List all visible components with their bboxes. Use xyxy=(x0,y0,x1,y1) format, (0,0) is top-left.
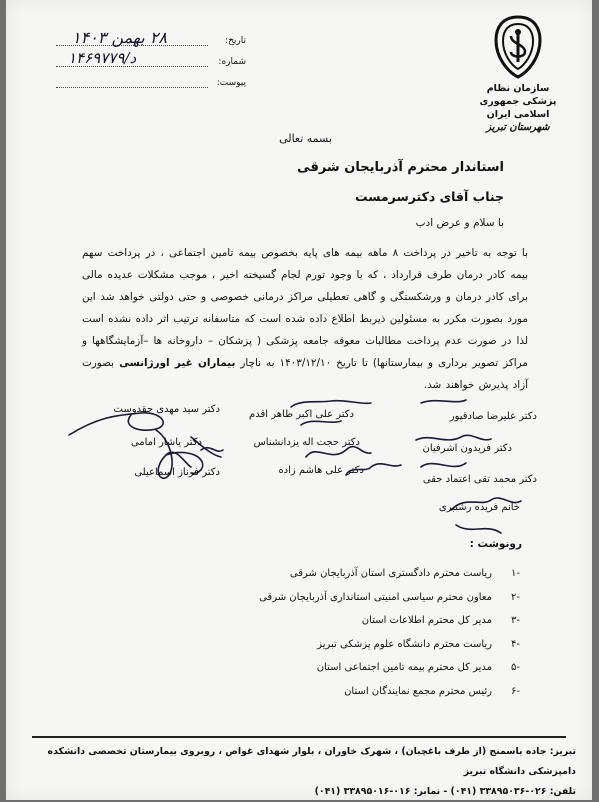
signatory-6: دکتر فریدون اشرفیان xyxy=(422,443,512,454)
date-value: ۲۸ بهمن ۱۴۰۳ xyxy=(72,28,167,47)
org-city: شهرستان تبریز xyxy=(486,122,550,133)
addressee-title: استاندار محترم آذربایجان شرقی xyxy=(297,160,504,175)
body-emphasis: بیماران غیر اورژانسی xyxy=(119,357,236,369)
signatory-4: دکتر یاشار امامی xyxy=(130,437,202,448)
letter-footer xyxy=(32,742,576,802)
cc-item xyxy=(259,633,520,657)
cc-item xyxy=(259,656,520,680)
signatory-5: دکتر حجت اله یزدانشناس xyxy=(253,437,360,448)
cc-title: رونوشت : xyxy=(469,538,522,550)
attachment-row xyxy=(46,72,246,93)
attachment-label: پیوست: xyxy=(216,78,246,88)
medical-council-emblem-icon xyxy=(490,14,546,80)
cc-item-number: -۱ xyxy=(511,568,520,580)
addressee-name: جناب آقای دکترسرمست xyxy=(354,189,504,204)
signatory-7: دکتر فرناز اسماعیلی xyxy=(134,467,220,478)
footer-address: تبریز: جاده باسمنج (از طرف باغچبان) ، شهرک خاوران ، بلوار شهدای غواص ، روبروی بیمارستان تخصصی دانشکده دامپزشکی دانشگاه تبریز xyxy=(47,746,576,777)
footer-divider xyxy=(32,736,566,738)
org-logo-block xyxy=(470,14,566,134)
cc-item xyxy=(259,586,520,610)
cc-item-number: -۴ xyxy=(511,638,520,650)
number-label: شماره: xyxy=(218,57,246,67)
org-name: سازمان نظام پزشکی جمهوری اسلامی ایران xyxy=(479,83,557,120)
signatory-3: دکتر علیرضا صادقپور xyxy=(449,411,537,422)
cc-item-text: ریاست محترم دانشگاه علوم پزشکی تبریز xyxy=(317,638,492,650)
cc-list xyxy=(259,562,520,703)
signatory-8: دکتر علی هاشم زاده xyxy=(278,465,364,476)
footer-phone: تلفن: ۰۲۶-۳۳۸۹۵۰۳۶ (۰۴۱) - نمابر: ۰۱۶-۳۳۸۹۵۰۱۶ (۰۴۱) xyxy=(314,786,576,797)
cc-item xyxy=(259,680,520,704)
cc-item-number: -۵ xyxy=(511,662,520,674)
signatory-9: دکتر محمد تقی اعتماد حقی xyxy=(422,474,537,485)
signatory-2: دکتر علی اکبر طاهر اقدم xyxy=(249,409,354,420)
attachment-dotted-line xyxy=(56,87,208,88)
signatory-10: خانم فریده رشتبری xyxy=(438,502,520,513)
number-value: د/۱۴۶۹۷۷۹ xyxy=(68,49,137,67)
date-label: تاریخ: xyxy=(225,36,246,46)
letter-page xyxy=(6,0,592,800)
cc-item xyxy=(259,609,520,633)
cc-item-number: -۲ xyxy=(511,591,520,603)
letter-meta xyxy=(46,30,246,93)
body-paragraph: با توجه به تاخیر در پرداخت ۸ ماهه بیمه های پایه بخصوص بیمه تامین اجتماعی ، در پرداخت سهم بیمه کادر درمان طرف قرارداد ، که با وجود تورم لجام گسیخته اخیر ، موجب مشکلات عدیده مالی برای کادر درمان و ورشکستگی و گاهی تعطیلی مراکز درمانی خصوصی و حتی دولتی خواهد شد این مورد بصورت مکرر به مسئولین ذیربط اطلاع داده شده است که متاسفانه ترتیب اثر داده نشده است لذا در صورت عدم پرداخت مطالبات معوقه جامعه پزشکی ( پزشکان – داروخانه ها –آزمایشگاهها و مراکز تصویر برداری و بیمارستانها) تا تاریخ ۱۴۰۳/۱۲/۱۰ به ناچار xyxy=(82,247,528,369)
cc-item-number: -۶ xyxy=(511,685,520,697)
cc-item-text: ریاست محترم دادگستری استان آذربایجان شرقی xyxy=(289,568,492,580)
cc-item-number: -۳ xyxy=(511,615,520,627)
bismillah: بسمه تعالی xyxy=(279,132,332,145)
cc-item-text: رئیس محترم مجمع نمایندگان استان xyxy=(344,685,492,697)
cc-item-text: مدیر کل محترم اطلاعات استان xyxy=(361,615,492,627)
cc-item xyxy=(259,562,520,586)
body-paragraph-end: بصورت آزاد پذیرش خواهند شد. xyxy=(82,357,528,391)
cc-item-text: معاون محترم سیاسی امنیتی استانداری آذربایجان شرقی xyxy=(259,591,492,603)
greeting: با سلام و عرض ادب xyxy=(415,217,504,229)
cc-item-text: مدیر کل محترم بیمه تامین اجتماعی استان xyxy=(316,662,492,674)
date-row xyxy=(46,30,246,51)
number-row xyxy=(46,51,246,72)
letter-body xyxy=(82,242,528,396)
signatory-1: دکتر سید مهدی حقدوست xyxy=(113,404,220,415)
